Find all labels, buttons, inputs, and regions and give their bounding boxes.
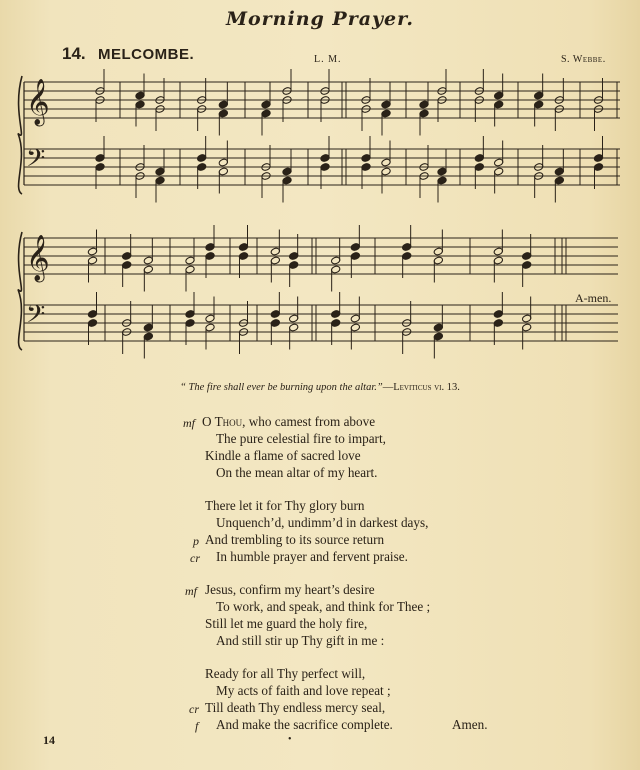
- treble-clef: 𝄞: [26, 79, 50, 125]
- verse-line: Unquench’d, undimm’d in darkest days,: [216, 515, 429, 530]
- tune-name: MELCOMBE.: [98, 46, 195, 63]
- dynamic-mark: cr: [190, 551, 200, 565]
- system-brace: [18, 232, 22, 350]
- amen-text: Amen.: [452, 717, 488, 732]
- verse-line: On the mean altar of my heart.: [216, 465, 378, 480]
- dynamic-mark: cr: [189, 702, 199, 716]
- page-title: Morning Prayer.: [225, 8, 415, 30]
- verse-line: Jesus, confirm my heart’s desire: [205, 582, 375, 597]
- verse-line: And make the sacrifice complete.: [216, 717, 393, 732]
- verse-line: [202, 414, 375, 430]
- verse-line: Till death Thy endless mercy seal,: [205, 700, 386, 715]
- music-score: [0, 0, 640, 380]
- verse-line: Ready for all Thy perfect will,: [205, 666, 366, 681]
- verse-line: Kindle a flame of sacred love: [205, 448, 361, 463]
- verse-first-words: O Thou,: [202, 414, 246, 429]
- system-brace: [18, 76, 22, 194]
- verse-line: To work, and speak, and think for Thee ;: [216, 599, 431, 614]
- page-number: 14: [43, 733, 55, 747]
- verse-line: The pure celestial fire to impart,: [216, 431, 386, 446]
- epigraph: [0, 382, 640, 393]
- epigraph-quote: “ The fire shall ever be burning upon the altar.”: [180, 382, 383, 393]
- bass-clef: 𝄢: [26, 300, 46, 335]
- dynamic-mark: mf: [185, 584, 197, 598]
- composer: S. Webbe.: [561, 54, 606, 65]
- dynamic-mark: p: [193, 534, 199, 548]
- hymn-number: 14.: [62, 44, 86, 63]
- treble-clef: 𝄞: [26, 235, 50, 281]
- verse-line: And trembling to its source return: [205, 532, 385, 547]
- verse-line: My acts of faith and love repeat ;: [216, 683, 391, 698]
- dynamic-mark: f: [195, 719, 199, 733]
- verse-line-text: who camest from above: [245, 414, 376, 429]
- epigraph-reference: —Leviticus vi. 13.: [382, 382, 460, 393]
- verse-line: There let it for Thy glory burn: [205, 498, 365, 513]
- amen-lyric: A-men.: [575, 291, 612, 305]
- bass-clef: 𝄢: [26, 144, 46, 179]
- footer-mark: •: [288, 734, 292, 745]
- verse-line: Still let me guard the holy fire,: [205, 616, 368, 631]
- dynamic-mark: mf: [183, 416, 195, 430]
- staff-systems: [18, 69, 620, 359]
- verse-line: And still stir up Thy gift in me :: [216, 633, 385, 648]
- verse-line: In humble prayer and fervent praise.: [216, 549, 408, 564]
- meter: L. M.: [314, 54, 342, 65]
